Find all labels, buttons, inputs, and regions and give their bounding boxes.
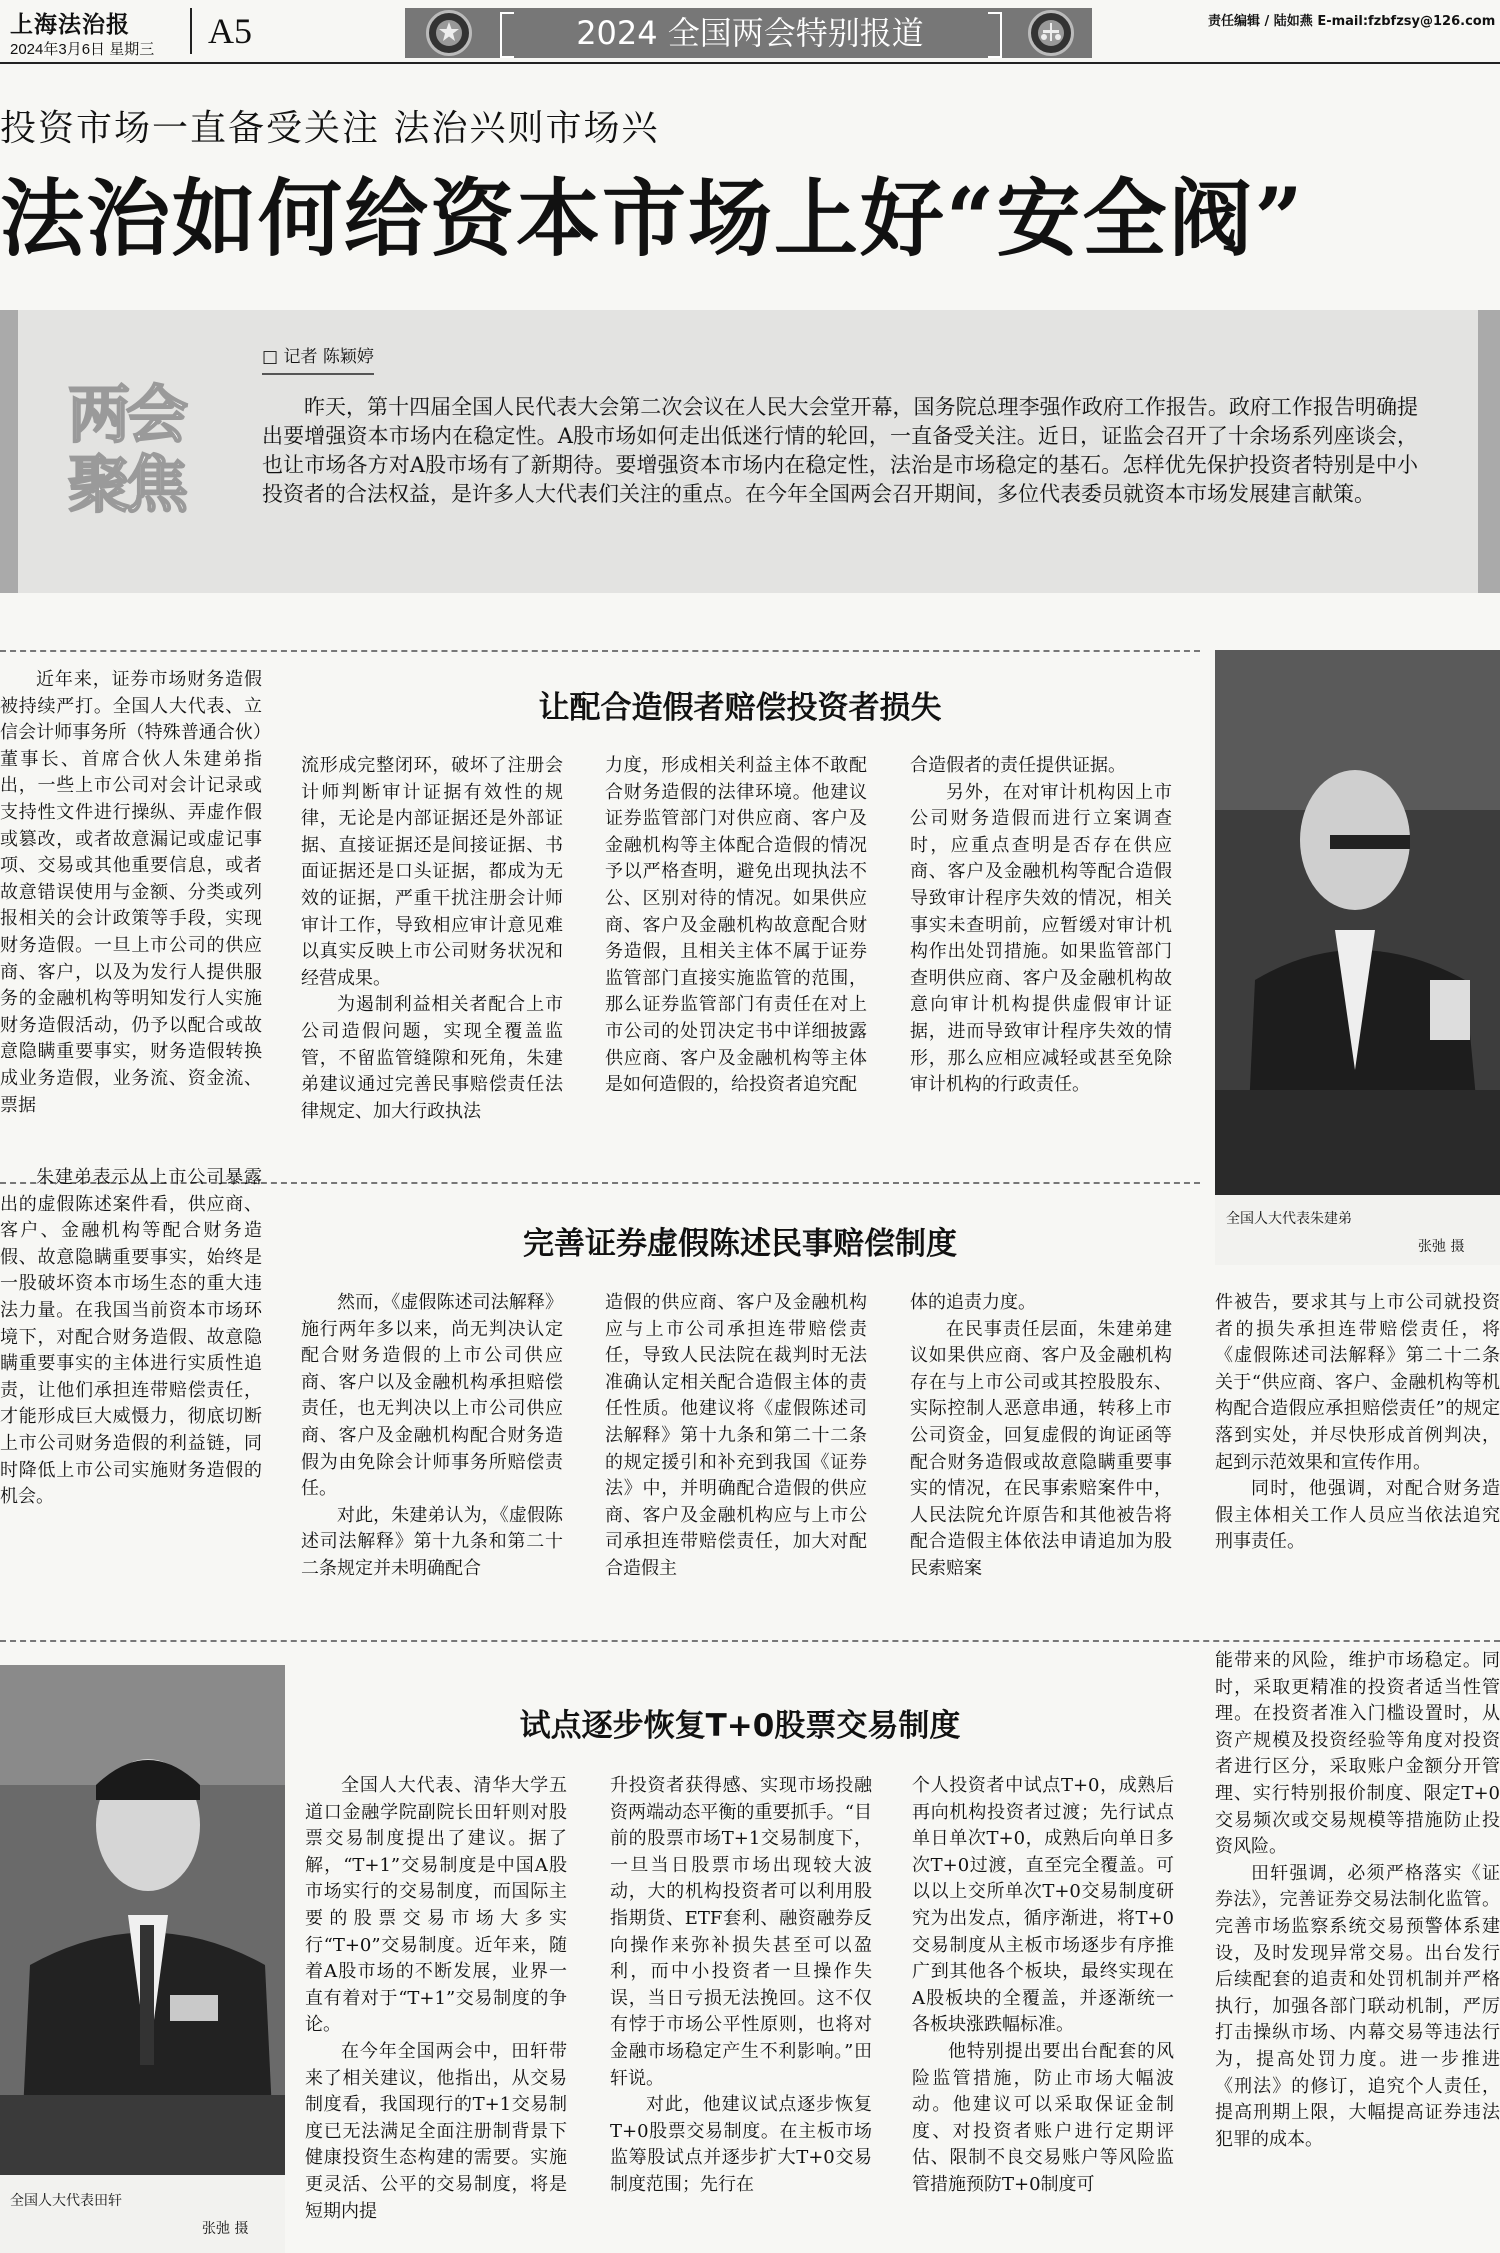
lead-box-left-bar: [0, 310, 18, 593]
paragraph: 合造假者的责任提供证据。: [910, 755, 1126, 776]
photo-caption-box: [0, 2175, 285, 2253]
section1-col1: [0, 667, 262, 1147]
paragraph: 同时，他强调，对配合财务造假主体相关工作人员应当依法追究刑事责任。: [1215, 1478, 1500, 1553]
court-emblem-icon: [1028, 10, 1074, 56]
paragraph: 造假的供应商、客户及金融机构应与上市公司承担连带赔偿责任，导致人民法院在裁判时无法准确认定相关配合造假主体的责任性质。他建议将《虚假陈述司法解释》第十九条和第二十二条的规定援引和补充到我国《证券法》中，并明确配合造假的供应商、客户及金融机构应与上市公司承担连带赔偿责任，加大对配合造假主: [605, 1292, 867, 1579]
section3-col2: [610, 1773, 872, 2251]
paragraph: 件被告，要求其与上市公司就投资者的损失承担连带赔偿责任，将《虚假陈述司法解释》第二十二条关于“供应商、客户、金融机构等机构配合造假应承担赔偿责任”的规定落到实处，并尽快形成首例判决，起到示范效果和宣传作用。: [1215, 1292, 1500, 1473]
banner-title: 2024 全国两会特别报道: [576, 14, 924, 52]
photo-zhu-jiandi: [1215, 650, 1500, 1195]
paragraph: 然而，《虚假陈述司法解释》施行两年多以来，尚无判决认定配合财务造假的上市公司供应商、客户以及金融机构承担赔偿责任，也无判决以上市公司供应商、客户及金融机构配合财务造假为由免除会计师事务所赔偿责任。: [301, 1292, 563, 1500]
paragraph: 近年来，证券市场财务造假被持续严打。全国人大代表、立信会计师事务所（特殊普通合伙）董事长、首席合伙人朱建弟指出，一些上市公司对会计记录或支持性文件进行操纵、弄虚作假或篡改，或者故意漏记或虚记事项、交易或其他重要信息，或者故意错误使用与金额、分类或列报相关的会计政策等手段，实现财务造假。一旦上市公司的供应商、客户，以及为发行人提供服务的金融机构等明知发行人实施财务造假活动，仍予以配合或故意隐瞒重要事实，财务造假转换成业务造假，业务流、资金流、票据: [0, 669, 262, 1116]
section-divider: [0, 650, 1200, 652]
section1-title: 让配合造假者赔偿投资者损失: [538, 690, 942, 726]
paragraph: 为遏制利益相关者配合上市公司造假问题，实现全覆盖监管，不留监管缝隙和死角，朱建弟建议通过完善民事赔偿责任法律规定、加大行政执法: [301, 994, 563, 1122]
section2-col5: [1215, 1290, 1500, 1610]
section1-col4: [910, 753, 1172, 1153]
photo-caption: 全国人大代表田轩: [10, 2193, 122, 2209]
sub-headline: 投资市场一直备受关注 法治兴则市场兴: [0, 108, 660, 149]
paper-name: 上海法治报: [10, 11, 130, 38]
section3-col3: [912, 1773, 1174, 2251]
column-label-line2: 聚焦: [68, 448, 185, 521]
section2-col3: [605, 1290, 867, 1610]
paragraph: 对此，朱建弟认为，《虚假陈述司法解释》第十九条和第二十二条规定并未明确配合: [301, 1504, 563, 1579]
photo-credit: 张弛 摄: [1418, 1239, 1465, 1255]
paragraph: 流形成完整闭环，破坏了注册会计师判断审计证据有效性的规律，无论是内部证据还是外部证据、直接证据还是间接证据、书面证据还是口头证据，都成为无效的证据，严重干扰注册会计师审计工作，导致相应审计意见难以真实反映上市公司财务状况和经营成果。: [301, 755, 563, 989]
column-label-line1: 两会: [68, 378, 185, 451]
national-emblem-icon: [426, 10, 472, 56]
lead-box-right-bar: [1478, 310, 1500, 593]
photo-credit: 张弛 摄: [202, 2221, 249, 2237]
section2-col1: [0, 1165, 262, 1605]
masthead-divider: [190, 8, 192, 54]
section3-col1: [305, 1773, 567, 2251]
paragraph: 在今年全国两会中，田轩带来了相关建议，他指出，从交易制度看，我国现行的T+1交易制度已无法满足全面注册制背景下健康投资生态构建的需要。实施更灵活、公平的交易制度，将是短期内提: [305, 2040, 567, 2222]
main-headline: 法治如何给资本市场上好“安全阀”: [0, 169, 1305, 268]
paragraph: 个人投资者中试点T+0，成熟后再向机构投资者过渡；先行试点单日单次T+0，成熟后向单日多次T+0过渡，直至完全覆盖。可以以上交所单次T+0交易制度研究为出发点，循序渐进，将T+0交易制度从主板市场逐步有序推广到其他各个板块，最终实现在A股板块的全覆盖，并逐渐统一各板块涨跌幅标准。: [912, 1775, 1174, 2036]
section2-col4: [910, 1290, 1172, 1610]
paragraph: 能带来的风险，维护市场稳定。同时，采取更精准的投资者适当性管理。在投资者准入门槛设置时，从资产规模及投资经验等角度对投资者进行区分，采取账户金额分开管理、实行特别报价制度、限定T+0交易频次或交易规模等措施防止投资风险。: [1215, 1650, 1500, 1858]
paragraph: 全国人大代表、清华大学五道口金融学院副院长田轩则对股票交易制度提出了建议。据了解，“T+1”交易制度是中国A股市场实行的交易制度，而国际主要的股票交易市场大多实行“T+0”交易制度。近年来，随着A股市场的不断发展，业界一直有着对于“T+1”交易制度的争论。: [305, 1775, 567, 2036]
issue-date: 2024年3月6日 星期三: [10, 41, 155, 58]
section1-col2: [301, 753, 563, 1153]
section2-title: 完善证券虚假陈述民事赔偿制度: [523, 1226, 957, 1262]
paragraph: 体的追责力度。: [910, 1292, 1036, 1313]
paragraph: 升投资者获得感、实现市场投融资两端动态平衡的重要抓手。“目前的股票市场T+1交易制度下，一旦当日股票市场出现较大波动，大的机构投资者可以利用股指期货、ETF套利、融资融券反向操作来弥补损失甚至可以盈利，而中小投资者一旦操作失误，当日亏损无法挽回。这不仅有悖于市场公平性原则，也将对金融市场稳定产生不利影响。”田轩说。: [610, 1775, 872, 2089]
paragraph: 田轩强调，必须严格落实《证券法》，完善证券交易法制化监管。完善市场监察系统交易预警体系建设，及时发现异常交易。出台发行后续配套的追责和处罚机制并严格执行，加强各部门联动机制，严厉打击操纵市场、内幕交易等违法行为，提高处罚力度。进一步推进《刑法》的修订，追究个人责任，提高刑期上限，大幅提高证券违法犯罪的成本。: [1215, 1862, 1500, 2150]
paragraph: 对此，他建议试点逐步恢复T+0股票交易制度。在主板市场监筹股试点并逐步扩大T+0交易制度范围；先行在: [610, 2094, 872, 2195]
photo-caption: 全国人大代表朱建弟: [1226, 1211, 1352, 1227]
paragraph: 朱建弟表示从上市公司暴露出的虚假陈述案件看，供应商、客户、金融机构等配合财务造假、故意隐瞒重要事实，始终是一股破坏资本市场生态的重大违法力量。在我国当前资本市场环境下，对配合财务造假、故意隐瞒重要事实的主体进行实质性追责，让他们承担连带赔偿责任，才能形成巨大威慑力，彻底切断上市公司财务造假的利益链，同时降低上市公司实施财务造假的机会。: [0, 1167, 262, 1508]
section3-title: 试点逐步恢复T+0股票交易制度: [519, 1708, 961, 1744]
section-divider: [0, 1640, 1500, 1642]
editor-credit: 责任编辑 / 陆如燕 E-mail:fzbfzsy@126.com: [1208, 14, 1496, 29]
page-number: A5: [208, 11, 252, 51]
photo-tian-xuan: [0, 1665, 285, 2175]
reporter-byline: □ 记者 陈颖婷: [262, 342, 374, 375]
section2-col2: [301, 1290, 563, 1610]
paragraph: 他特别提出要出台配套的风险监管措施，防止市场大幅波动。他建议可以采取保证金制度、对投资者账户进行定期评估、限制不良交易账户等风险监管措施预防T+0制度可: [912, 2040, 1174, 2195]
paragraph: 力度，形成相关利益主体不敢配合财务造假的法律环境。他建议证券监管部门对供应商、客户及金融机构等主体配合造假的情况予以严格查明，避免出现执法不公、区别对待的情况。如果供应商、客户及金融机构故意配合财务造假，且相关主体不属于证券监管部门直接实施监管的范围，那么证券监管部门有责任在对上市公司的处罚决定书中详细披露供应商、客户及金融机构等主体是如何造假的，给投资者追究配: [605, 755, 867, 1096]
column-label: [68, 380, 218, 520]
paragraph: 在民事责任层面，朱建弟建议如果供应商、客户及金融机构存在与上市公司或其控股股东、实际控制人恶意串通，转移上市公司资金，回复虚假的询证函等配合财务造假或故意隐瞒重要事实的情况，在民事索赔案件中，人民法院允许原告和其他被告将配合造假主体依法申请追加为股民索赔案: [910, 1318, 1172, 1579]
paragraph: 另外，在对审计机构因上市公司财务造假而进行立案调查时，应重点查明是否存在供应商、客户及金融机构等配合造假导致审计程序失效的情况，相关事实未查明前，应暂缓对审计机构作出处罚措施。如果监管部门查明供应商、客户及金融机构故意向审计机构提供虚假审计证据，进而导致审计程序失效的情形，那么应相应减轻或甚至免除审计机构的行政责任。: [910, 781, 1172, 1096]
section3-col4: [1215, 1648, 1500, 2251]
section1-col3: [605, 753, 867, 1153]
lead-paragraph: 昨天，第十四届全国人民代表大会第二次会议在人民大会堂开幕，国务院总理李强作政府工作报告。政府工作报告明确提出要增强资本市场内在稳定性。A股市场如何走出低迷行情的轮回，一直备受关注。近日，证监会召开了十余场系列座谈会，也让市场各方对A股市场有了新期待。要增强资本市场内在稳定性，法治是市场稳定的基石。怎样优先保护投资者特别是中小投资者的合法权益，是许多人大代表们关注的重点。在今年全国两会召开期间，多位代表委员就资本市场发展建言献策。: [262, 395, 1418, 506]
